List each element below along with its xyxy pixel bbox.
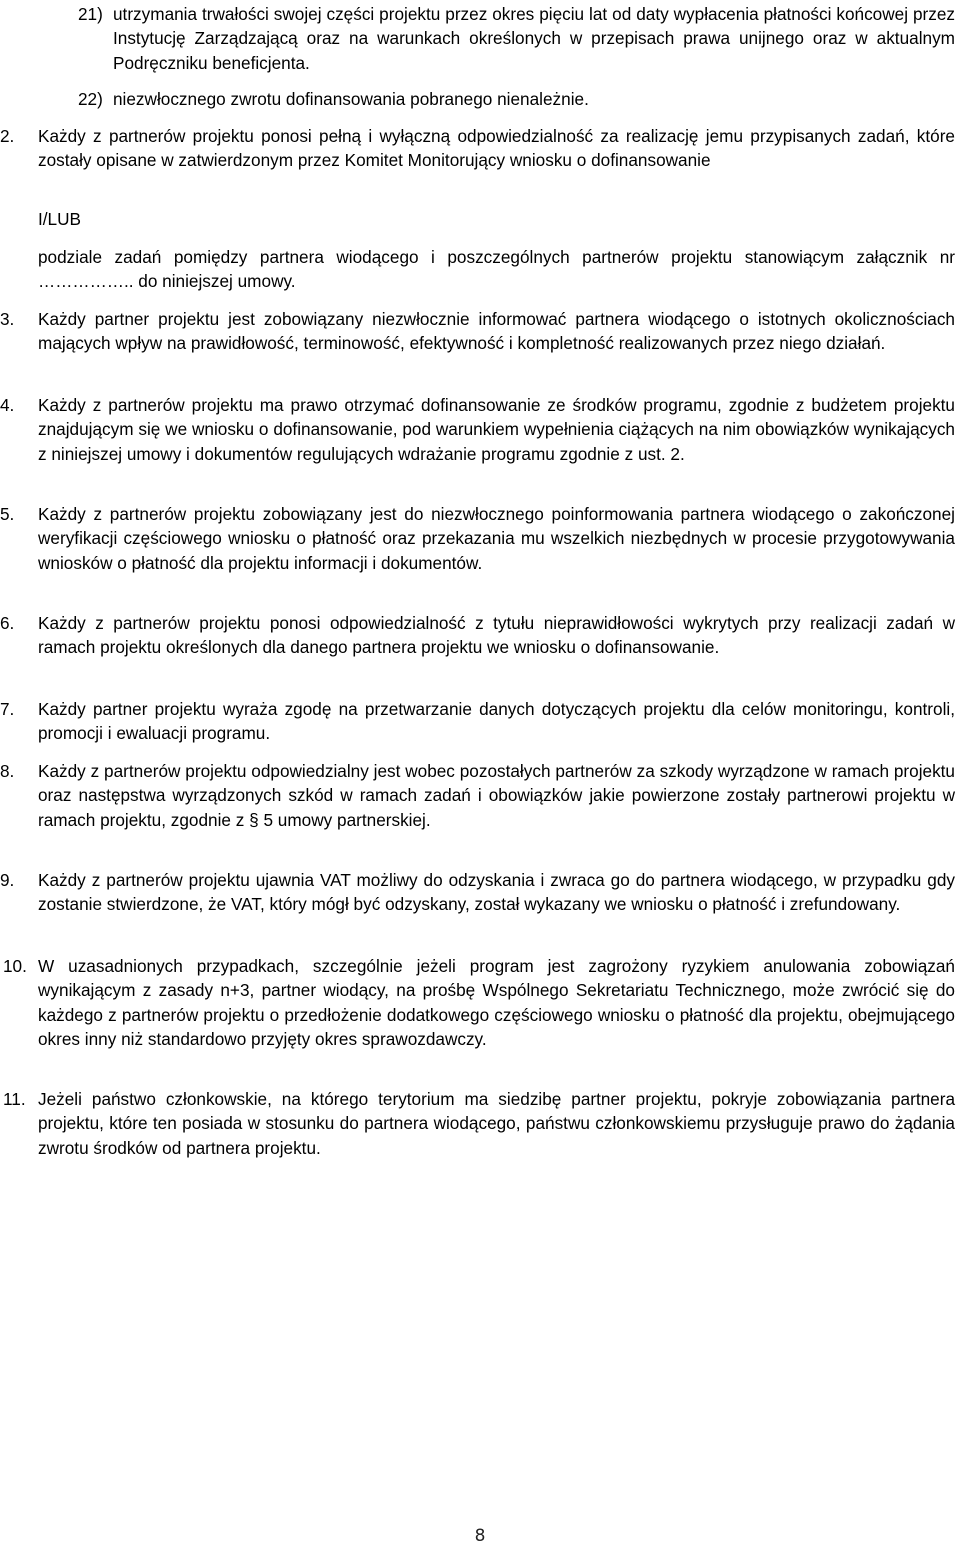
list-item-21 — [78, 2, 955, 75]
paragraph-4 — [0, 393, 955, 466]
alternative-text: podziale zadań pomiędzy partnera wiodącego i poszczególnych partnerów projektu stanowiącym załącznik nr …………….. do niniejszej umowy. — [38, 247, 955, 292]
paragraph-6 — [0, 611, 955, 660]
paragraph-3 — [0, 307, 955, 356]
page-number: 8 — [474, 1526, 486, 1546]
paragraph-11 — [3, 1087, 955, 1160]
paragraph-text: Każdy partner projektu jest zobowiązany niezwłocznie informować partnera wiodącego o istotnych okolicznościach mających wpływ na prawidłowość, terminowość, efektywność i kompletność realizowanych przez niego działań. — [38, 309, 955, 354]
paragraph-text: W uzasadnionych przypadkach, szczególnie jeżeli program jest zagrożony ryzykiem anulowania zobowiązań wynikającym z zasady n+3, partner wiodący, na prośbę Wspólnego Sekretariatu Technicznego, może zwrócić się do każdego z partnerów projektu o przedłożenie dodatkowego częściowego wniosku o płatność dla projektu, obejmującego okres inny niż standardowo przyjęty okres sprawozdawczy. — [38, 956, 955, 1049]
paragraph-number: 2. — [0, 126, 15, 146]
paragraph-number: 10. — [3, 956, 27, 976]
paragraph-text: Każdy z partnerów projektu ujawnia VAT możliwy do odzyskania i zwraca go do partnera wiodącego, w przypadku gdy zostanie stwierdzone, że VAT, który mógł być odzyskany, został wykazany we wniosku o płatność i zrefundowany. — [38, 870, 955, 915]
list-item-22 — [78, 87, 955, 111]
paragraph-number: 9. — [0, 870, 15, 890]
paragraph-2 — [0, 124, 955, 173]
paragraph-number: 8. — [0, 761, 15, 781]
alternative-label: I/LUB — [38, 209, 81, 229]
item-number: 22) — [78, 89, 103, 109]
item-number: 21) — [78, 4, 103, 24]
paragraph-number: 6. — [0, 613, 15, 633]
paragraph-number: 11. — [3, 1089, 26, 1109]
item-text: utrzymania trwałości swojej części projektu przez okres pięciu lat od daty wypłacenia płatności końcowej przez Instytucję Zarządzającą oraz na warunkach określonych w przepisach prawa unijnego oraz w aktualnym Podręczniku beneficjenta. — [113, 4, 955, 73]
paragraph-text: Każdy z partnerów projektu ma prawo otrzymać dofinansowanie ze środków programu, zgodnie z budżetem projektu znajdującym się we wniosku o dofinansowanie, pod warunkiem wypełnienia ciążących na nim obowiązków wynikających z niniejszej umowy i dokumentów regulujących wdrażanie programu zgodnie z ust. 2. — [38, 395, 955, 464]
paragraph-text: Każdy z partnerów projektu ponosi odpowiedzialność z tytułu nieprawidłowości wykrytych przy realizacji zadań w ramach projektu określonych dla danego partnera projektu we wniosku o dofinansowanie. — [38, 613, 955, 658]
paragraph-number: 5. — [0, 504, 15, 524]
item-text: niezwłocznego zwrotu dofinansowania pobranego nienależnie. — [113, 89, 589, 109]
paragraph-text: Każdy z partnerów projektu odpowiedzialny jest wobec pozostałych partnerów za szkody wyrządzone w ramach projektu oraz następstwa wyrządzonych szkód w ramach zadań i obowiązków jakie powierzone zostały partnerowi projektu w ramach projektu, zgodnie z § 5 umowy partnerskiej. — [38, 761, 955, 830]
paragraph-text: Każdy z partnerów projektu zobowiązany jest do niezwłocznego poinformowania partnera wiodącego o zakończonej weryfikacji częściowego wniosku o płatność oraz przekazania mu wszelkich niezbędnych w procesie przygotowywania wniosków o płatność dla projektu informacji i dokumentów. — [38, 504, 955, 573]
paragraph-number: 7. — [0, 699, 15, 719]
paragraph-10 — [3, 954, 955, 1051]
paragraph-text: Każdy z partnerów projektu ponosi pełną i wyłączną odpowiedzialność za realizację jemu przypisanych zadań, które zostały opisane w zatwierdzonym przez Komitet Monitorujący wniosku o dofinansowanie — [38, 126, 955, 171]
paragraph-number: 4. — [0, 395, 15, 415]
paragraph-8 — [0, 759, 955, 832]
paragraph-9 — [0, 868, 955, 917]
paragraph-number: 3. — [0, 309, 15, 329]
paragraph-7 — [0, 697, 955, 746]
paragraph-5 — [0, 502, 955, 575]
paragraph-text: Każdy partner projektu wyraża zgodę na przetwarzanie danych dotyczących projektu dla celów monitoringu, kontroli, promocji i ewaluacji programu. — [38, 699, 955, 744]
paragraph-text: Jeżeli państwo członkowskie, na którego terytorium ma siedzibę partner projektu, pokryje zobowiązania partnera projektu, które ten posiada w stosunku do partnera wiodącego, państwu członkowskiemu przysługuje prawo do żądania zwrotu środków od partnera projektu. — [38, 1089, 955, 1158]
